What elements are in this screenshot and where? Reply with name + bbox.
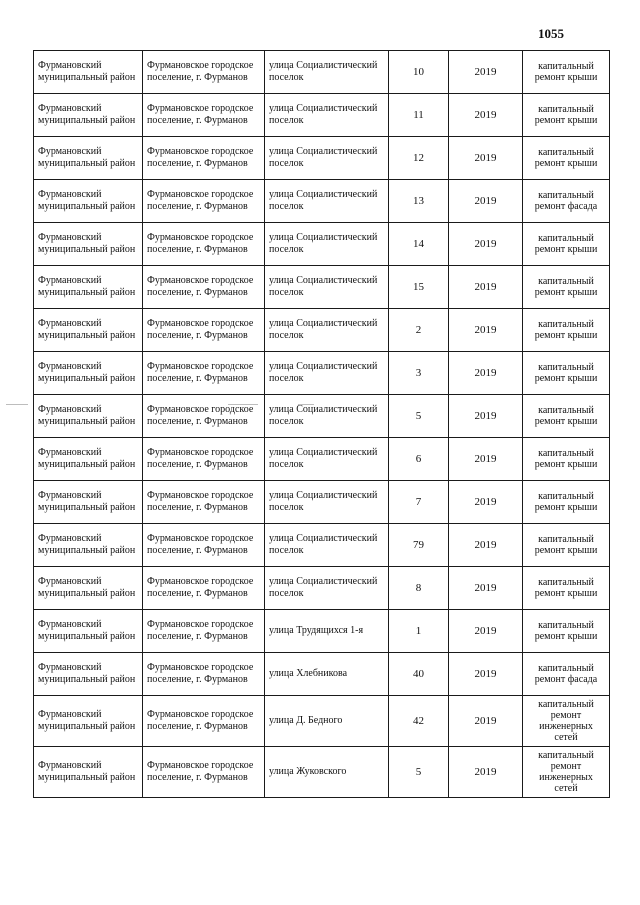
work-type-cell: капитальный ремонт крыши	[523, 352, 610, 395]
settlement-cell: Фурмановское городское поселение, г. Фурманов	[143, 137, 265, 180]
page-number: 1055	[538, 26, 564, 41]
work-type-cell: капитальный ремонт крыши	[523, 51, 610, 94]
street-cell: улица Жуковского	[265, 747, 389, 798]
table-row	[34, 94, 610, 137]
table-row	[34, 352, 610, 395]
district-cell: Фурмановский муниципальный район	[34, 747, 143, 798]
year-cell: 2019	[449, 481, 523, 524]
street-cell: улица Социалистический поселок	[265, 180, 389, 223]
table-row	[34, 137, 610, 180]
settlement-cell: Фурмановское городское поселение, г. Фурманов	[143, 180, 265, 223]
house-number-cell: 15	[389, 266, 449, 309]
work-type-cell: капитальный ремонт крыши	[523, 309, 610, 352]
table-row	[34, 51, 610, 94]
settlement-cell: Фурмановское городское поселение, г. Фурманов	[143, 653, 265, 696]
street-cell: улица Трудящихся 1-я	[265, 610, 389, 653]
street-cell: улица Социалистический поселок	[265, 223, 389, 266]
house-number-cell: 1	[389, 610, 449, 653]
district-cell: Фурмановский муниципальный район	[34, 94, 143, 137]
work-type-cell: капитальный ремонт инженерных сетей	[523, 696, 610, 747]
house-number-cell: 2	[389, 309, 449, 352]
work-type-cell: капитальный ремонт крыши	[523, 610, 610, 653]
table-row	[34, 696, 610, 747]
house-number-cell: 13	[389, 180, 449, 223]
district-cell: Фурмановский муниципальный район	[34, 352, 143, 395]
table-body	[34, 51, 610, 798]
district-cell: Фурмановский муниципальный район	[34, 524, 143, 567]
table-row	[34, 524, 610, 567]
settlement-cell: Фурмановское городское поселение, г. Фурманов	[143, 395, 265, 438]
year-cell: 2019	[449, 524, 523, 567]
year-cell: 2019	[449, 51, 523, 94]
work-type-cell: капитальный ремонт крыши	[523, 481, 610, 524]
house-number-cell: 42	[389, 696, 449, 747]
house-number-cell: 79	[389, 524, 449, 567]
year-cell: 2019	[449, 653, 523, 696]
street-cell: улица Социалистический поселок	[265, 524, 389, 567]
settlement-cell: Фурмановское городское поселение, г. Фурманов	[143, 51, 265, 94]
work-type-cell: капитальный ремонт инженерных сетей	[523, 747, 610, 798]
settlement-cell: Фурмановское городское поселение, г. Фурманов	[143, 352, 265, 395]
district-cell: Фурмановский муниципальный район	[34, 266, 143, 309]
year-cell: 2019	[449, 180, 523, 223]
house-number-cell: 10	[389, 51, 449, 94]
street-cell: улица Социалистический поселок	[265, 309, 389, 352]
district-cell: Фурмановский муниципальный район	[34, 309, 143, 352]
settlement-cell: Фурмановское городское поселение, г. Фурманов	[143, 696, 265, 747]
work-type-cell: капитальный ремонт фасада	[523, 180, 610, 223]
settlement-cell: Фурмановское городское поселение, г. Фурманов	[143, 309, 265, 352]
year-cell: 2019	[449, 266, 523, 309]
housing-repair-table	[33, 50, 610, 798]
settlement-cell: Фурмановское городское поселение, г. Фурманов	[143, 481, 265, 524]
table-row	[34, 747, 610, 798]
house-number-cell: 5	[389, 395, 449, 438]
street-cell: улица Социалистический поселок	[265, 266, 389, 309]
table-row	[34, 481, 610, 524]
street-cell: улица Социалистический поселок	[265, 395, 389, 438]
year-cell: 2019	[449, 696, 523, 747]
settlement-cell: Фурмановское городское поселение, г. Фурманов	[143, 223, 265, 266]
work-type-cell: капитальный ремонт крыши	[523, 266, 610, 309]
work-type-cell: капитальный ремонт крыши	[523, 524, 610, 567]
settlement-cell: Фурмановское городское поселение, г. Фурманов	[143, 610, 265, 653]
house-number-cell: 11	[389, 94, 449, 137]
scan-artifact	[6, 404, 28, 405]
district-cell: Фурмановский муниципальный район	[34, 653, 143, 696]
house-number-cell: 5	[389, 747, 449, 798]
settlement-cell: Фурмановское городское поселение, г. Фурманов	[143, 266, 265, 309]
street-cell: улица Д. Бедного	[265, 696, 389, 747]
district-cell: Фурмановский муниципальный район	[34, 137, 143, 180]
year-cell: 2019	[449, 567, 523, 610]
work-type-cell: капитальный ремонт крыши	[523, 94, 610, 137]
street-cell: улица Социалистический поселок	[265, 567, 389, 610]
house-number-cell: 8	[389, 567, 449, 610]
year-cell: 2019	[449, 94, 523, 137]
street-cell: улица Социалистический поселок	[265, 137, 389, 180]
street-cell: улица Социалистический поселок	[265, 94, 389, 137]
year-cell: 2019	[449, 747, 523, 798]
street-cell: улица Социалистический поселок	[265, 438, 389, 481]
table-row	[34, 395, 610, 438]
work-type-cell: капитальный ремонт крыши	[523, 137, 610, 180]
house-number-cell: 3	[389, 352, 449, 395]
house-number-cell: 40	[389, 653, 449, 696]
district-cell: Фурмановский муниципальный район	[34, 696, 143, 747]
district-cell: Фурмановский муниципальный район	[34, 610, 143, 653]
year-cell: 2019	[449, 438, 523, 481]
street-cell: улица Социалистический поселок	[265, 51, 389, 94]
street-cell: улица Социалистический поселок	[265, 481, 389, 524]
house-number-cell: 7	[389, 481, 449, 524]
district-cell: Фурмановский муниципальный район	[34, 223, 143, 266]
work-type-cell: капитальный ремонт крыши	[523, 395, 610, 438]
table-row	[34, 438, 610, 481]
table-row	[34, 653, 610, 696]
settlement-cell: Фурмановское городское поселение, г. Фурманов	[143, 94, 265, 137]
table-row	[34, 223, 610, 266]
table-row	[34, 567, 610, 610]
district-cell: Фурмановский муниципальный район	[34, 481, 143, 524]
work-type-cell: капитальный ремонт крыши	[523, 438, 610, 481]
work-type-cell: капитальный ремонт фасада	[523, 653, 610, 696]
district-cell: Фурмановский муниципальный район	[34, 180, 143, 223]
district-cell: Фурмановский муниципальный район	[34, 51, 143, 94]
table-row	[34, 266, 610, 309]
street-cell: улица Хлебникова	[265, 653, 389, 696]
street-cell: улица Социалистический поселок	[265, 352, 389, 395]
year-cell: 2019	[449, 223, 523, 266]
district-cell: Фурмановский муниципальный район	[34, 395, 143, 438]
year-cell: 2019	[449, 137, 523, 180]
settlement-cell: Фурмановское городское поселение, г. Фурманов	[143, 747, 265, 798]
settlement-cell: Фурмановское городское поселение, г. Фурманов	[143, 567, 265, 610]
year-cell: 2019	[449, 309, 523, 352]
table-row	[34, 309, 610, 352]
settlement-cell: Фурмановское городское поселение, г. Фурманов	[143, 524, 265, 567]
year-cell: 2019	[449, 352, 523, 395]
district-cell: Фурмановский муниципальный район	[34, 567, 143, 610]
table-row	[34, 180, 610, 223]
table-row	[34, 610, 610, 653]
work-type-cell: капитальный ремонт крыши	[523, 567, 610, 610]
house-number-cell: 14	[389, 223, 449, 266]
house-number-cell: 6	[389, 438, 449, 481]
work-type-cell: капитальный ремонт крыши	[523, 223, 610, 266]
settlement-cell: Фурмановское городское поселение, г. Фурманов	[143, 438, 265, 481]
year-cell: 2019	[449, 395, 523, 438]
house-number-cell: 12	[389, 137, 449, 180]
year-cell: 2019	[449, 610, 523, 653]
district-cell: Фурмановский муниципальный район	[34, 438, 143, 481]
